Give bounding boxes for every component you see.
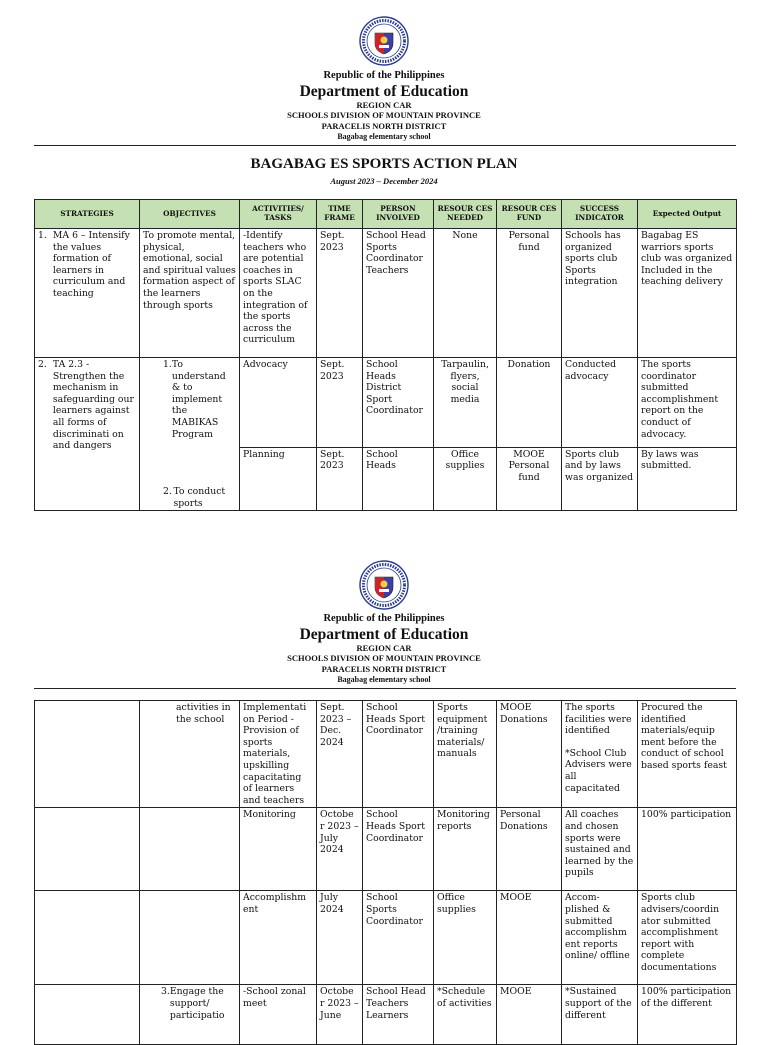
deped-seal-icon <box>359 16 409 66</box>
strategy-cell <box>35 808 140 891</box>
col-time-frame: TIME FRAME <box>317 200 363 229</box>
table-row <box>35 808 737 891</box>
col-person-involved: PERSON INVOLVED <box>363 200 434 229</box>
resources-needed-cell: *Schedule of activities <box>434 985 497 1045</box>
success-indicator-cell: All coaches and chosen sports were sustained and learned by the pupils <box>562 808 638 891</box>
objective-cell: To promote mental, physical, emotional, social and spiritual values formation aspect of the learners through sports <box>140 229 240 358</box>
expected-output-cell: 100% participation <box>638 808 737 891</box>
activity-cell: Planning <box>240 447 317 511</box>
activity-cell: Implementati on Period -Provision of sports materials, upskilling capacitating of learners and teachers <box>240 701 317 808</box>
action-plan-table-page-1 <box>34 199 737 511</box>
resources-needed-cell: Office supplies <box>434 447 497 511</box>
strategy-cell <box>35 891 140 985</box>
time-frame-cell: Sept. 2023 <box>317 358 363 448</box>
republic-label: Republic of the Philippines <box>323 613 445 624</box>
division-label: SCHOOLS DIVISION OF MOUNTAIN PROVINCE <box>287 653 481 663</box>
resources-fund-cell: MOOE Donations <box>497 701 562 808</box>
header-divider <box>34 145 736 146</box>
expected-output-cell: By laws was submitted. <box>638 447 737 511</box>
activity-cell: Accomplishm ent <box>240 891 317 985</box>
time-frame-cell: Sept. 2023 <box>317 229 363 358</box>
objective-cell: 3. Engage the support/ participatio <box>140 985 240 1045</box>
resources-fund-cell: Donation <box>497 358 562 448</box>
resources-needed-cell: Office supplies <box>434 891 497 985</box>
activity-cell: Monitoring <box>240 808 317 891</box>
persons-cell: School Heads Sport Coordinator <box>363 808 434 891</box>
persons-cell: School Heads <box>363 447 434 511</box>
col-success-indicator: SUCCESS INDICATOR <box>562 200 638 229</box>
col-expected-output: Expected Output <box>638 200 737 229</box>
resources-fund-cell: Personal fund <box>497 229 562 358</box>
persons-cell: School Heads District Sport Coordinator <box>363 358 434 448</box>
republic-label: Republic of the Philippines <box>323 70 445 81</box>
strategy-cell <box>35 985 140 1045</box>
expected-output-cell: Procured the identified materials/equip ment before the conduct of school based sports feast <box>638 701 737 808</box>
table-row <box>35 985 737 1045</box>
division-label: SCHOOLS DIVISION OF MOUNTAIN PROVINCE <box>287 110 481 120</box>
expected-output-cell: Sports club advisers/coordin ator submitted accomplishment report with complete documentations <box>638 891 737 985</box>
success-indicator-cell: Accom- plished & submitted accomplishm ent reports online/ offline <box>562 891 638 985</box>
time-frame-cell: Octobe r 2023 – July 2024 <box>317 808 363 891</box>
resources-needed-cell: None <box>434 229 497 358</box>
activity-cell: -School zonal meet <box>240 985 317 1045</box>
objective-cell: 1. To understand & to implement the MABIKAS Program 2. To conduct sports <box>140 358 240 511</box>
success-indicator-cell: The sports facilities were identified *School Club Advisers were all capacitated <box>562 701 638 808</box>
resources-needed-cell: Monitoring reports <box>434 808 497 891</box>
success-indicator-cell: Schools has organized sports club Sports integration <box>562 229 638 358</box>
resources-fund-cell: MOOE <box>497 985 562 1045</box>
deped-seal-icon <box>359 560 409 610</box>
strategy-cell <box>35 701 140 808</box>
time-frame-cell: Sept. 2023 <box>317 447 363 511</box>
table-row <box>35 229 737 358</box>
activity-cell: -Identify teachers who are potential coaches in sports SLAC on the integration of the sports across the curriculum <box>240 229 317 358</box>
document-period: August 2023 – December 2024 <box>330 176 438 186</box>
col-resources-fund: RESOUR CES FUND <box>497 200 562 229</box>
persons-cell: School Head Teachers Learners <box>363 985 434 1045</box>
table-row <box>35 701 737 808</box>
resources-needed-cell: Tarpaulin, flyers, social media <box>434 358 497 448</box>
department-name: Department of Education <box>299 83 469 100</box>
resources-fund-cell: MOOE Personal fund <box>497 447 562 511</box>
region-label: REGION CAR <box>356 100 412 110</box>
resources-fund-cell: Personal Donations <box>497 808 562 891</box>
expected-output-cell: 100% participation of the different <box>638 985 737 1045</box>
strategy-cell: 1. MA 6 – Intensify the values formation of learners in curriculum and teaching <box>35 229 140 358</box>
expected-output-cell: Bagabag ES warriors sports club was organized Included in the teaching delivery <box>638 229 737 358</box>
school-label: Bagabag elementary school <box>337 675 431 684</box>
action-plan-table-page-2 <box>34 700 737 1045</box>
persons-cell: School Sports Coordinator <box>363 891 434 985</box>
district-label: PARACELIS NORTH DISTRICT <box>321 664 447 674</box>
objective-cell <box>140 891 240 985</box>
document-title: BAGABAG ES SPORTS ACTION PLAN <box>250 156 518 172</box>
time-frame-cell: Octobe r 2023 – June <box>317 985 363 1045</box>
resources-needed-cell: Sports equipment /training materials/ manuals <box>434 701 497 808</box>
department-name: Department of Education <box>299 626 469 643</box>
col-activities: ACTIVITIES/ TASKS <box>240 200 317 229</box>
school-label: Bagabag elementary school <box>337 132 431 141</box>
district-label: PARACELIS NORTH DISTRICT <box>321 121 447 131</box>
objective-cell: activities in the school <box>140 701 240 808</box>
col-objectives: OBJECTIVES <box>140 200 240 229</box>
activity-cell: Advocacy <box>240 358 317 448</box>
region-label: REGION CAR <box>356 643 412 653</box>
success-indicator-cell: Sports club and by laws was organized <box>562 447 638 511</box>
col-resources-needed: RESOUR CES NEEDED <box>434 200 497 229</box>
strategy-cell: 2. TA 2.3 - Strengthen the mechanism in safeguarding our learners against all forms of discriminati on and dangers <box>35 358 140 511</box>
table-row <box>35 358 737 448</box>
objective-cell <box>140 808 240 891</box>
success-indicator-cell: Conducted advocacy <box>562 358 638 448</box>
table-row <box>35 891 737 985</box>
time-frame-cell: Sept. 2023 – Dec. 2024 <box>317 701 363 808</box>
persons-cell: School Heads Sport Coordinator <box>363 701 434 808</box>
success-indicator-cell: *Sustained support of the different <box>562 985 638 1045</box>
header-divider <box>34 688 736 689</box>
persons-cell: School Head Sports Coordinator Teachers <box>363 229 434 358</box>
col-strategies: STRATEGIES <box>35 200 140 229</box>
resources-fund-cell: MOOE <box>497 891 562 985</box>
expected-output-cell: The sports coordinator submitted accomplishment report on the conduct of advocacy. <box>638 358 737 448</box>
time-frame-cell: July 2024 <box>317 891 363 985</box>
table-header-row <box>35 200 737 229</box>
